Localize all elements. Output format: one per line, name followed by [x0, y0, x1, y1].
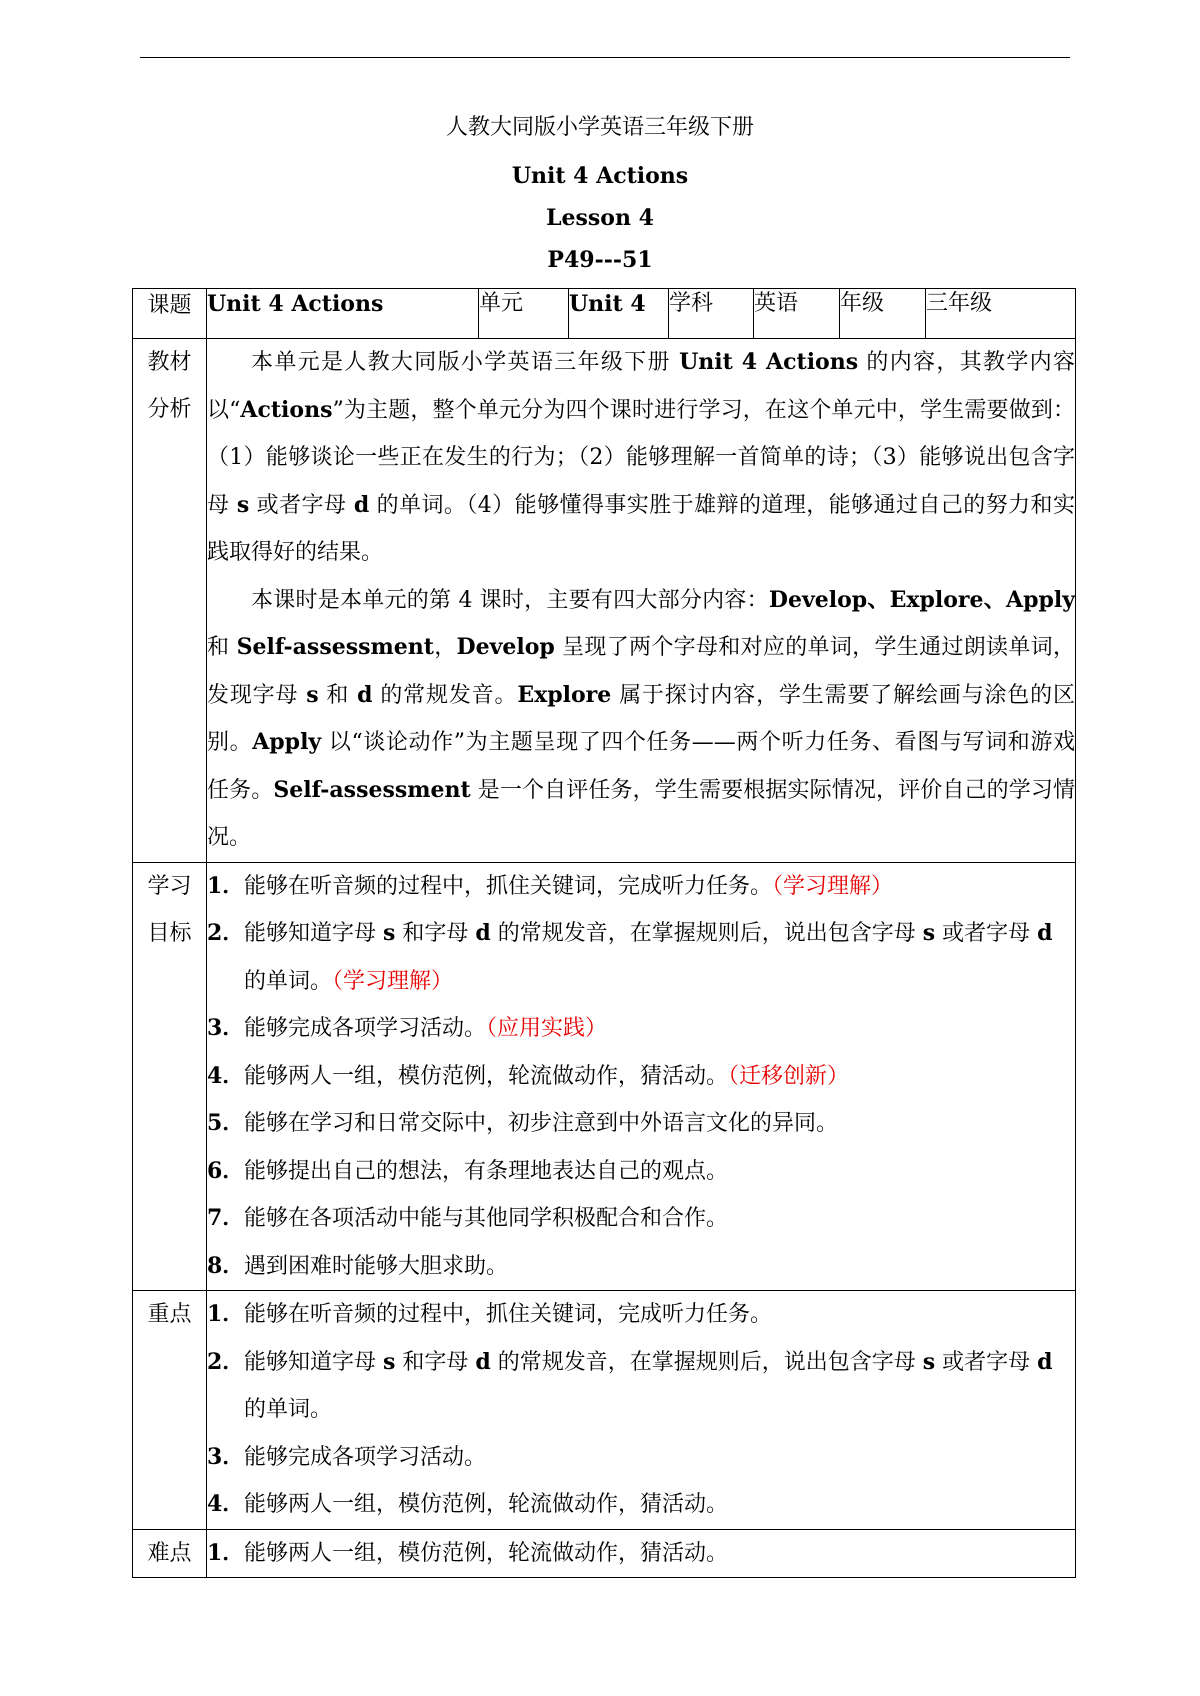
objectives-label [133, 862, 207, 1291]
key-points-list [207, 1291, 1075, 1529]
key-points-row [133, 1291, 1076, 1530]
objective-item: 7． 能够在各项活动中能与其他同学积极配合和合作。 [207, 1205, 729, 1231]
doc-unit-title: Unit 4 Actions [511, 163, 689, 189]
objective-item: 8． 遇到困难时能够大胆求助。 [207, 1252, 509, 1279]
lesson-plan-table [132, 288, 1076, 1578]
header-rule [140, 57, 1070, 58]
topic-label: 课题 [133, 289, 207, 339]
difficulties-label: 难点 [133, 1529, 207, 1578]
doc-title-cn: 人教大同版小学英语三年级下册 [445, 115, 754, 140]
key-point-item: 1． 能够在听音频的过程中，抓住关键词，完成听力任务。 [207, 1301, 773, 1327]
analysis-label-line2: 分析 [147, 397, 192, 422]
key-point-item: 3． 能够完成各项学习活动。 [207, 1443, 487, 1470]
grade-value: 三年级 [926, 289, 1076, 339]
difficulty-item: 1． 能够两人一组，模仿范例，轮流做动作，猜活动。 [207, 1539, 729, 1566]
doc-lesson-title: Lesson 4 [546, 205, 654, 231]
objective-tag: （学习理解） [332, 968, 454, 994]
difficulties-row [133, 1529, 1076, 1578]
objective-tag: （应用实践） [486, 1016, 608, 1041]
objective-item: 5． 能够在学习和日常交际中，初步注意到中外语言文化的异同。 [207, 1110, 839, 1136]
analysis-content [207, 339, 1076, 863]
objective-tag: （学习理解） [772, 873, 894, 899]
objectives-label-line2: 目标 [147, 920, 192, 946]
key-points-label: 重点 [133, 1291, 207, 1530]
unit-label: 单元 [479, 289, 569, 339]
doc-page-range: P49---51 [547, 247, 653, 273]
difficulties-content [207, 1529, 1076, 1578]
objective-item: 6． 能够提出自己的想法，有条理地表达自己的观点。 [207, 1157, 729, 1184]
topic-value: Unit 4 Actions [207, 289, 479, 339]
objective-item: 1． 能够在听音频的过程中，抓住关键词，完成听力任务。（学习理解） [207, 872, 894, 899]
key-points-content [207, 1291, 1076, 1530]
difficulties-list [207, 1530, 1075, 1578]
analysis-row [133, 339, 1076, 863]
grade-label: 年级 [840, 289, 926, 339]
objective-tag: （迁移创新） [728, 1063, 850, 1089]
objective-item: 2． 能够知道字母 s 和字母 d 的常规发音，在掌握规则后，说出包含字母 s 或者字母 d 的单词。（学习理解） [207, 920, 1053, 994]
analysis-label-line1: 教材 [147, 350, 192, 375]
subject-value: 英语 [754, 289, 840, 339]
objectives-label-line1: 学习 [147, 873, 192, 899]
objectives-content [207, 862, 1076, 1291]
analysis-paragraph-1: 本单元是人教大同版小学英语三年级下册 Unit 4 Actions 的内容，其教学内容以“Actions”为主题，整个单元分为四个课时进行学习，在这个单元中，学生需要做到：（1）能够谈论一些正在发生的行为；（2）能够理解一首简单的诗；（3）能够说出包含字母 s 或者字母 d 的单词。（4）能够懂得事实胜于雄辩的道理，能够通过自己的努力和实践取得好的结果。 [207, 349, 1076, 565]
key-point-item: 2． 能够知道字母 s 和字母 d 的常规发音，在掌握规则后，说出包含字母 s 或者字母 d 的单词。 [207, 1348, 1053, 1422]
objective-item: 4． 能够两人一组，模仿范例，轮流做动作，猜活动。（迁移创新） [207, 1062, 850, 1089]
objective-item: 3． 能够完成各项学习活动。（应用实践） [207, 1015, 608, 1041]
analysis-paragraph-2: 本课时是本单元的第 4 课时，主要有四大部分内容：Develop、Explore、Apply 和 Self-assessment，Develop 呈现了两个字母和对应的单词，学生通过朗读单词，发现字母 s 和 d 的常规发音。Explore 属于探讨内容，学生需要了解绘画与涂色的区别。Apply 以“谈论动作”为主题呈现了四个任务——两个听力任务、看图与写词和游戏任务。Self-assessment 是一个自评任务，学生需要根据实际情况，评价自己的学习情况。 [207, 586, 1075, 850]
analysis-label [133, 339, 207, 863]
objectives-row [133, 862, 1076, 1291]
subject-label: 学科 [669, 289, 754, 339]
key-point-item: 4． 能够两人一组，模仿范例，轮流做动作，猜活动。 [207, 1491, 729, 1517]
meta-row [133, 289, 1076, 339]
objectives-list [207, 863, 1075, 1291]
unit-value: Unit 4 [569, 289, 669, 339]
